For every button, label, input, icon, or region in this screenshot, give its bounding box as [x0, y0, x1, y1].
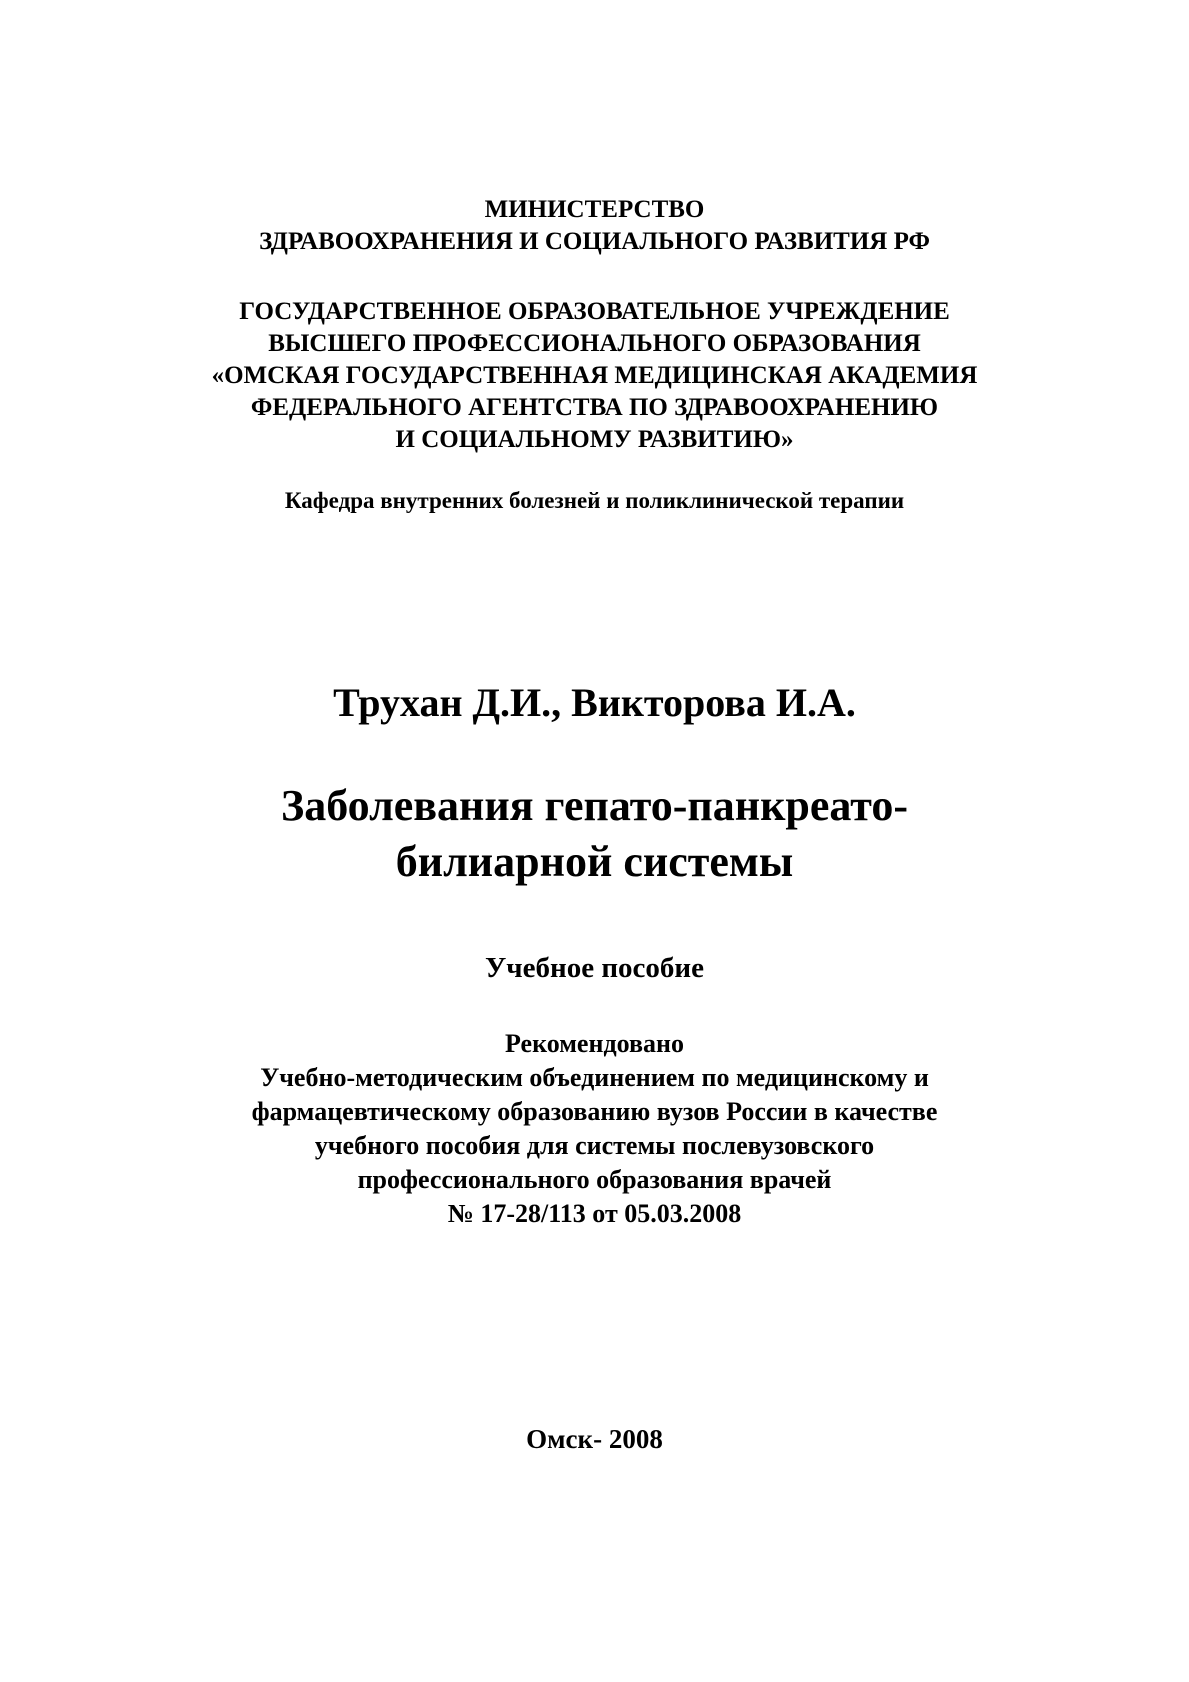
institution-line-4: ФЕДЕРАЛЬНОГО АГЕНТСТВА ПО ЗДРАВООХРАНЕНИЮ — [250, 394, 939, 421]
city-year-line: Омск- 2008 — [526, 1424, 663, 1454]
institution-line-2: ВЫСШЕГО ПРОФЕССИОНАЛЬНОГО ОБРАЗОВАНИЯ — [268, 330, 921, 357]
institution-line-1: ГОСУДАРСТВЕННОЕ ОБРАЗОВАТЕЛЬНОЕ УЧРЕЖДЕНИЕ — [239, 298, 950, 325]
recommendation-line-1: Рекомендовано — [505, 1029, 684, 1058]
ministry-line-2: ЗДРАВООХРАНЕНИЯ И СОЦИАЛЬНОГО РАЗВИТИЯ РФ — [259, 228, 930, 255]
recommendation-line-5: профессионального образования врачей — [357, 1165, 832, 1194]
book-type-line: Учебное пособие — [484, 952, 704, 984]
ministry-line-1: МИНИСТЕРСТВО — [484, 196, 705, 223]
recommendation-line-3: фармацевтическому образованию вузов России в качестве — [251, 1097, 938, 1126]
ministry-header — [0, 194, 1189, 258]
recommendation-note — [0, 1027, 1189, 1231]
recommendation-line-6: № 17-28/113 от 05.03.2008 — [447, 1199, 742, 1228]
department-line: Кафедра внутренних болезней и поликлинической терапии — [284, 488, 905, 513]
institution-line-3: «ОМСКАЯ ГОСУДАРСТВЕННАЯ МЕДИЦИНСКАЯ АКАДЕМИЯ — [211, 362, 978, 389]
recommendation-line-2: Учебно-методическим объединением по медицинскому и — [260, 1063, 929, 1092]
recommendation-line-4: учебного пособия для системы послевузовского — [314, 1131, 875, 1160]
book-title-line-2: билиарной системы — [395, 837, 794, 886]
city-and-year — [0, 1422, 1189, 1456]
authors-line: Трухан Д.И., Викторова И.А. — [333, 680, 856, 725]
institution-header — [0, 296, 1189, 456]
book-type — [0, 950, 1189, 986]
department-name — [0, 486, 1189, 516]
institution-line-5: И СОЦИАЛЬНОМУ РАЗВИТИЮ» — [395, 426, 794, 453]
book-title — [0, 778, 1189, 890]
authors — [0, 680, 1189, 726]
book-title-line-1: Заболевания гепато-панкреато- — [281, 781, 908, 830]
